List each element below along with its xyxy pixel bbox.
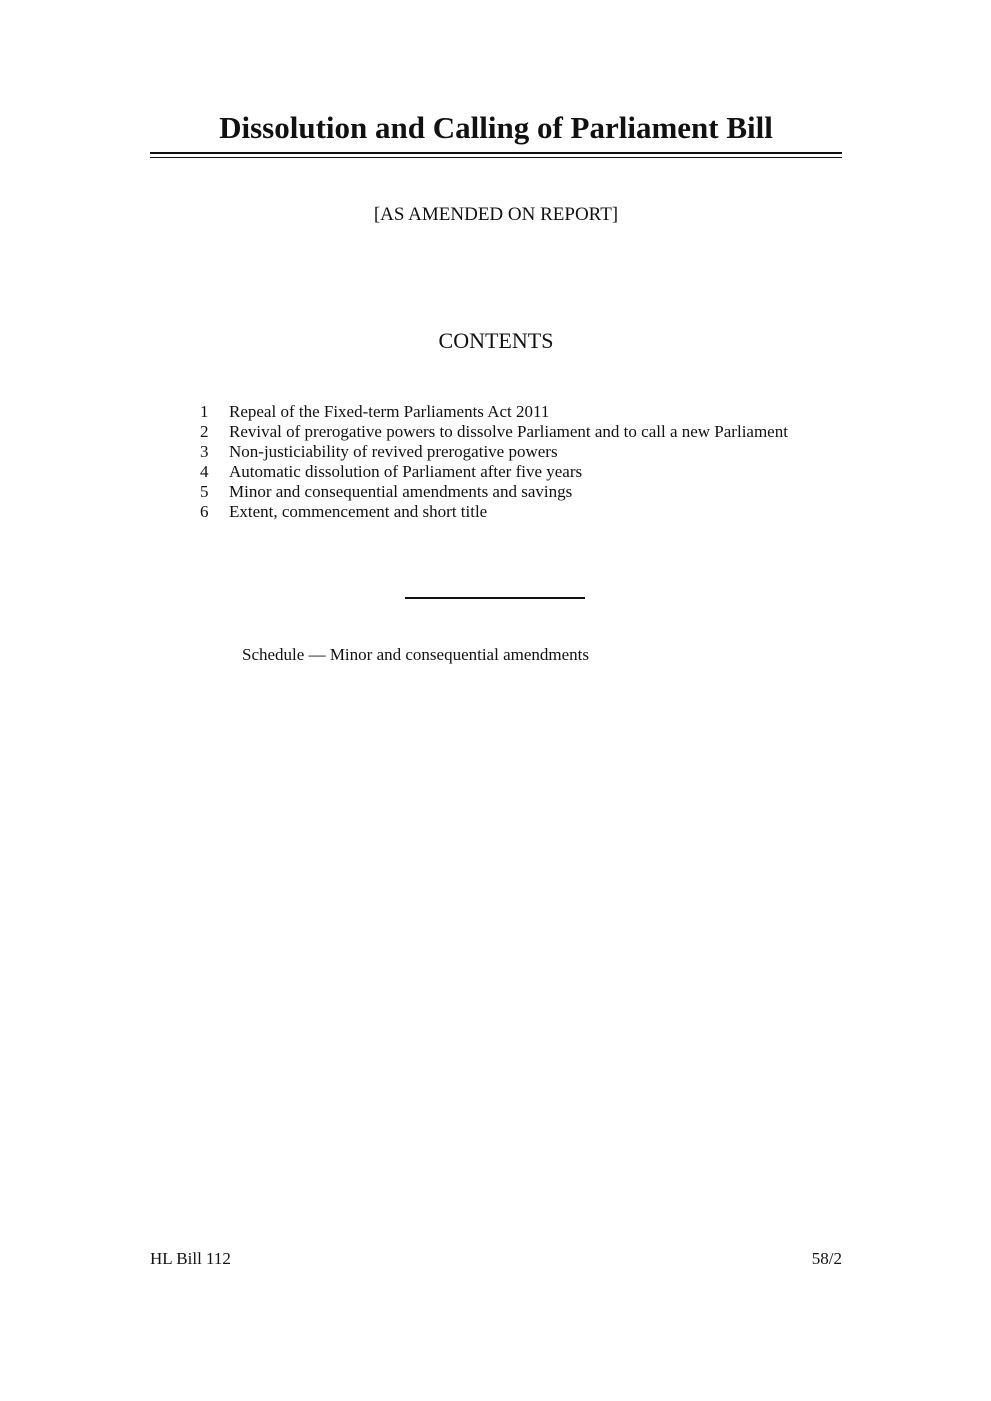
title-rule-thin — [150, 157, 842, 158]
toc-text: Non-justiciability of revived prerogative powers — [229, 442, 558, 461]
table-of-contents — [196, 402, 816, 522]
toc-item-5 — [196, 482, 816, 502]
toc-item-2 — [196, 422, 816, 442]
print-reference: 58/2 — [811, 1249, 842, 1268]
toc-item-4 — [196, 462, 816, 482]
toc-number: 1 — [200, 402, 209, 421]
toc-number: 2 — [200, 422, 209, 441]
toc-text: Repeal of the Fixed-term Parliaments Act 2011 — [229, 402, 550, 421]
title-rule-thick — [150, 152, 842, 154]
bill-reference: HL Bill 112 — [150, 1249, 231, 1268]
toc-number: 4 — [200, 462, 209, 481]
toc-item-1 — [196, 402, 816, 422]
section-divider — [405, 597, 585, 599]
toc-item-6 — [196, 502, 816, 522]
amendment-status: [AS AMENDED ON REPORT] — [373, 204, 619, 225]
toc-text: Revival of prerogative powers to dissolve Parliament and to call a new Parliament — [229, 422, 788, 441]
document-title: Dissolution and Calling of Parliament Bill — [219, 110, 773, 145]
toc-text: Automatic dissolution of Parliament after five years — [229, 462, 583, 481]
toc-number: 6 — [200, 502, 209, 521]
contents-heading: CONTENTS — [438, 328, 554, 353]
toc-text: Extent, commencement and short title — [229, 502, 488, 521]
toc-number: 3 — [200, 442, 209, 461]
toc-text: Minor and consequential amendments and savings — [229, 482, 573, 501]
toc-number: 5 — [200, 482, 209, 501]
schedule-entry: Schedule — Minor and consequential amendments — [242, 645, 589, 664]
toc-item-3 — [196, 442, 816, 462]
